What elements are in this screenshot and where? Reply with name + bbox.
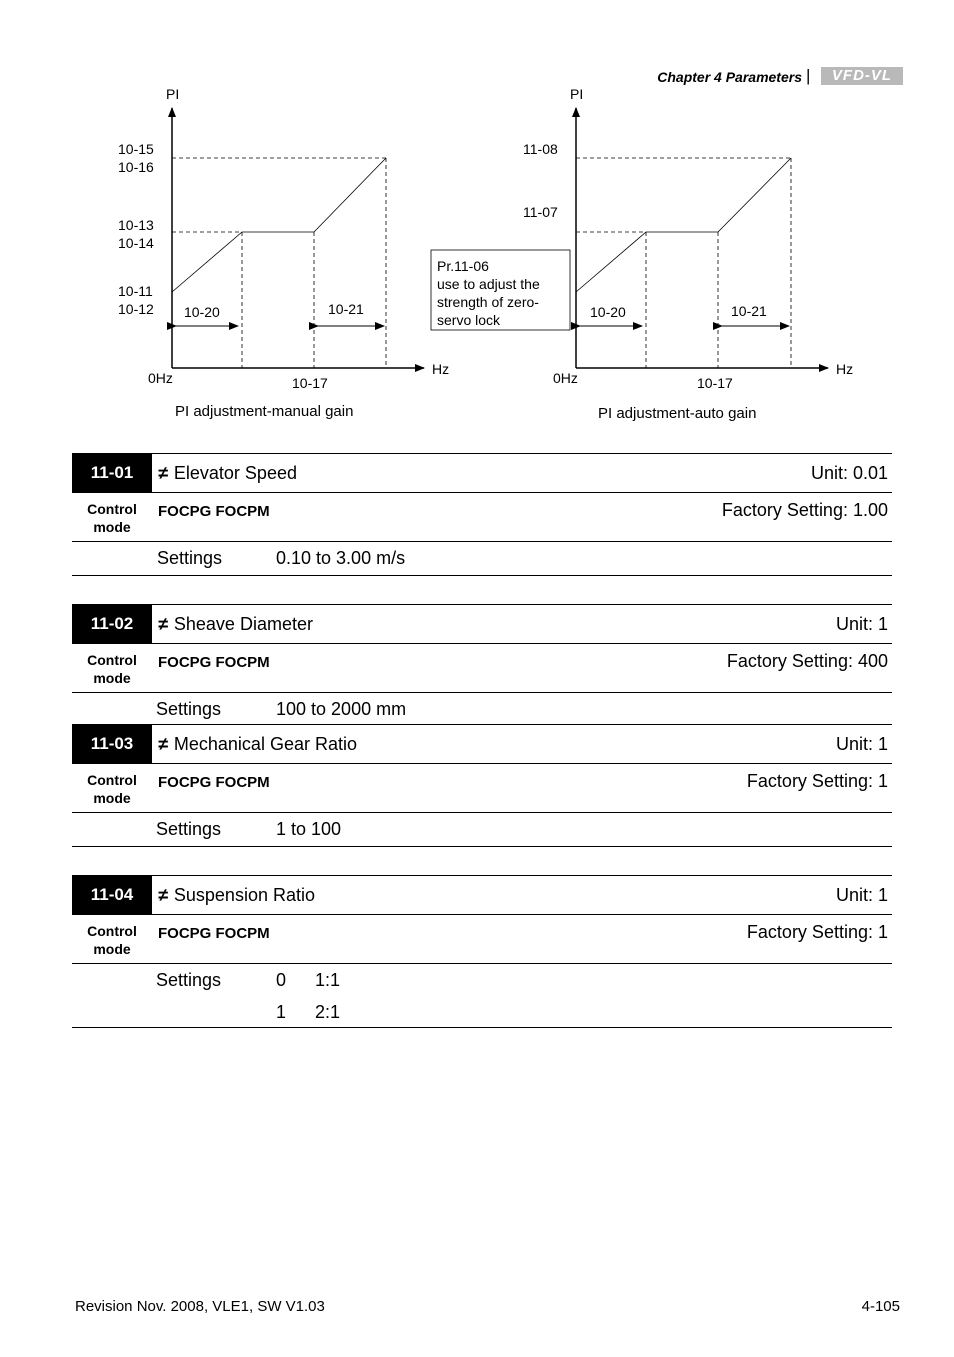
param-table-11-04	[72, 875, 892, 1028]
y-label: 10-15	[118, 141, 154, 157]
diagram-caption: PI adjustment-manual gain	[175, 403, 354, 420]
param-header-row	[72, 875, 892, 915]
param-header-row	[72, 453, 892, 493]
range-label: 10-20	[590, 304, 626, 320]
factory-setting: Factory Setting: 1	[746, 771, 888, 791]
guide-lines	[576, 158, 791, 368]
y-axis-label: PI	[166, 86, 180, 102]
y-label: 10-12	[118, 301, 154, 317]
note-line: servo lock	[437, 312, 501, 328]
option-text: 1:1	[315, 970, 341, 990]
factory-setting: Factory Setting: 400	[726, 651, 888, 671]
y-label: 11-07	[523, 204, 558, 220]
y-label: 11-08	[523, 141, 558, 157]
param-name	[158, 605, 313, 643]
factory-setting: Factory Setting: 1.00	[721, 500, 888, 520]
runtime-edit-icon: ≠	[158, 463, 168, 483]
control-modes: FOCPG FOCPM	[158, 774, 270, 791]
header-separator: |	[806, 66, 811, 85]
settings-label: Settings	[156, 819, 222, 839]
range-label: 10-20	[184, 304, 220, 320]
runtime-edit-icon: ≠	[158, 614, 168, 634]
range-label: 10-21	[731, 303, 767, 319]
control-mode-label: Control mode	[87, 501, 137, 535]
param-name-text: Suspension Ratio	[173, 885, 315, 905]
runtime-edit-icon: ≠	[158, 885, 168, 905]
settings-label: Settings	[156, 699, 222, 719]
option-value: 1	[276, 1002, 287, 1022]
control-mode-row	[72, 764, 892, 813]
y-label: 10-11	[118, 283, 153, 299]
x-tick-label: 10-17	[697, 375, 733, 391]
param-unit: Unit: 1	[835, 885, 888, 905]
control-mode-row	[72, 915, 892, 964]
factory-setting: Factory Setting: 1	[746, 922, 888, 942]
settings-label: Settings	[157, 548, 223, 568]
x-tick-label: 10-17	[292, 375, 328, 391]
param-name	[158, 454, 297, 492]
chapter-title: Chapter 4 Parameters	[657, 69, 802, 85]
param-id: 11-04	[72, 876, 152, 914]
settings-value: 1 to 100	[276, 819, 342, 839]
param-name-text: Mechanical Gear Ratio	[173, 734, 357, 754]
note-line: use to adjust the	[437, 276, 540, 292]
param-name	[158, 725, 357, 763]
param-header-row	[72, 604, 892, 644]
param-unit: Unit: 1	[835, 734, 888, 754]
settings-row	[72, 693, 892, 725]
param-id: 11-01	[72, 454, 152, 492]
param-unit: Unit: 1	[835, 614, 888, 634]
control-mode-label: Control mode	[87, 923, 137, 957]
note-line: Pr.11-06	[437, 258, 489, 274]
y-label: 10-16	[118, 159, 154, 175]
param-table-11-01	[72, 453, 892, 576]
control-mode-label: Control mode	[87, 652, 137, 686]
product-logo: VFD-VL	[821, 67, 903, 85]
settings-row	[72, 813, 892, 847]
settings-value: 100 to 2000 mm	[276, 699, 407, 719]
runtime-edit-icon: ≠	[158, 734, 168, 754]
param-unit: Unit: 0.01	[810, 463, 888, 483]
pi-auto-gain-diagram	[425, 80, 885, 430]
guide-lines	[172, 158, 386, 368]
x-axis-label: Hz	[432, 361, 450, 377]
option-text: 2:1	[315, 1002, 341, 1022]
x-axis-label: Hz	[836, 361, 854, 377]
gain-curve	[576, 158, 791, 292]
settings-row	[72, 542, 892, 576]
origin-label: 0Hz	[553, 370, 578, 386]
control-modes: FOCPG FOCPM	[158, 503, 270, 520]
y-label: 10-14	[118, 235, 154, 251]
diagram-caption: PI adjustment-auto gain	[598, 405, 757, 422]
param-table-11-02	[72, 604, 892, 725]
option-value: 0	[276, 970, 287, 990]
control-modes: FOCPG FOCPM	[158, 654, 270, 671]
param-id: 11-03	[72, 725, 152, 763]
param-name-text: Sheave Diameter	[173, 614, 313, 634]
settings-label: Settings	[156, 970, 222, 990]
settings-row	[72, 964, 892, 1028]
control-mode-row	[72, 493, 892, 542]
origin-label: 0Hz	[148, 370, 173, 386]
settings-value: 0.10 to 3.00 m/s	[276, 548, 406, 568]
control-mode-label: Control mode	[87, 772, 137, 806]
note-line: strength of zero-	[437, 294, 539, 310]
footer-revision: Revision Nov. 2008, VLE1, SW V1.03	[75, 1298, 325, 1315]
pi-manual-gain-diagram	[100, 80, 470, 430]
param-header-row	[72, 724, 892, 764]
range-label: 10-21	[328, 301, 364, 317]
param-name-text: Elevator Speed	[173, 463, 297, 483]
param-name	[158, 876, 315, 914]
page-number: 4-105	[861, 1298, 900, 1315]
control-modes: FOCPG FOCPM	[158, 925, 270, 942]
gain-curve	[172, 158, 386, 292]
y-label: 10-13	[118, 217, 154, 233]
param-id: 11-02	[72, 605, 152, 643]
param-table-11-03	[72, 724, 892, 847]
control-mode-row	[72, 644, 892, 693]
y-axis-label: PI	[570, 86, 584, 102]
